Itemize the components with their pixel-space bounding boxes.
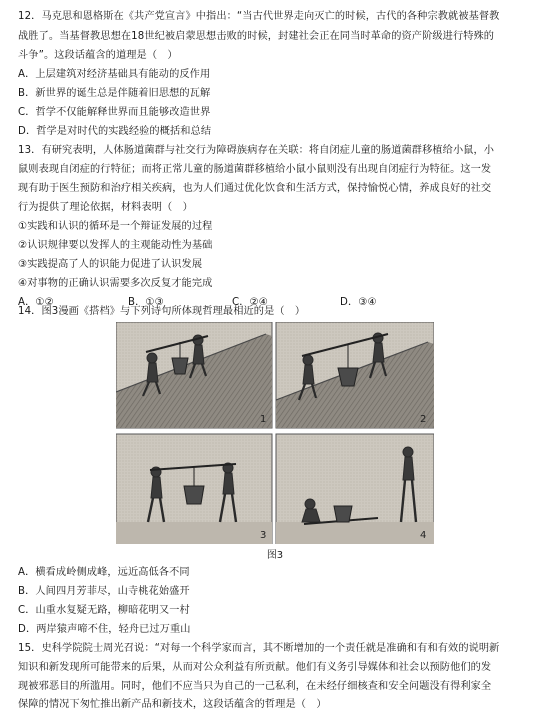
q15-stem-line-1: 15．史科学院院士周光召说：“对每一个科学家而言，其不断增加的一个责任就是准确和有和有效的说明新: [18, 643, 500, 654]
q13-stem-line-1: 13．有研究表明，人体肠道菌群与社交行为障碍族病存在关联：将自闭症儿童的肠道菌群移植给小鼠，小: [18, 145, 495, 156]
q13-stem-line-2: 鼠则表现自闭症的行特征；而将正常儿童的肠道菌群移植给小鼠小鼠则没有出现自闭症行为特征。这一发: [18, 164, 492, 175]
q13-choice-c: C．②④: [232, 297, 268, 308]
q15-stem-line-4: 保障的情况下匆忙推出新产品和新技术，这段话蕴含的哲理是（ ）: [18, 699, 327, 710]
q13-stem-line-3: 现有助于医生预防和治疗相关疾病，也为人们通过优化饮食和生活方式，保持愉悦心情，养成良好的社交: [18, 183, 492, 194]
q13-choice-d: D．③④: [340, 297, 377, 308]
q14-stem: 14．图3漫画《搭档》与下列诗句所体现哲理最相近的是（ ）: [18, 306, 306, 317]
cartoon-panel-2: [276, 322, 434, 428]
q14-option-d: D．两岸猿声啼不住，轻舟已过万重山: [18, 624, 191, 635]
q12-option-c: C．哲学不仅能解释世界而且能够改造世界: [18, 107, 211, 118]
q14-option-b: B．人间四月芳菲尽，山寺桃花始盛开: [18, 586, 190, 597]
q14-option-a: A．横看成岭侧成峰，远近高低各不同: [18, 567, 190, 578]
q13-choice-b: B．①③: [128, 297, 164, 308]
q12-stem-line-1: 12．马克思和恩格斯在《共产党宣言》中指出：“当古代世界走向灭亡的时候，古代的各种宗教就被基督教: [18, 11, 500, 22]
q13-item-2: ②认识规律要以发挥人的主观能动性为基础: [18, 240, 213, 251]
cartoon-panel-4: [276, 434, 434, 544]
q13-choice-a: A．①②: [18, 297, 54, 308]
panel-number-1: 1: [260, 414, 267, 425]
q12-stem-line-3: 斗争”。这段话蕴含的道理是（ ）: [18, 50, 178, 61]
q14-option-c: C．山重水复疑无路，柳暗花明又一村: [18, 605, 190, 616]
q12-stem-line-2: 战胜了。当基督教思想在18世纪被启蒙思想击败的时候，封建社会正在同当时革命的资产阶级进行特殊的: [18, 31, 495, 42]
q15-stem-line-3: 现被邪恶目的所滥用。同时，他们不应当只为自己的一己私利，在未经仔细核查和安全问题没有得利家全: [18, 681, 492, 692]
q12-option-a: A．上层建筑对经济基础具有能动的反作用: [18, 69, 211, 80]
cartoon-panel-3: [116, 434, 272, 544]
q13-item-3: ③实践提高了人的识能力促进了认识发展: [18, 259, 203, 270]
q13-item-4: ④对事物的正确认识需要多次反复才能完成: [18, 278, 213, 289]
q15-stem-line-2: 知识和新发现所可能带来的后果，从而对公众利益有所贡献。他们有义务引导媒体和社会以预防他们的发: [18, 662, 492, 673]
panel-number-2: 2: [420, 414, 427, 425]
q12-option-b: B．新世界的诞生总是伴随着旧思想的瓦解: [18, 88, 211, 99]
q13-item-1: ①实践和认识的循环是一个辩证发展的过程: [18, 221, 213, 232]
cartoon-svg: [116, 322, 434, 544]
figure-caption: 图3: [266, 550, 284, 561]
panel-number-4: 4: [420, 530, 427, 541]
cartoon-figure: [116, 322, 434, 544]
q12-option-d: D．哲学是对时代的实践经验的概括和总结: [18, 126, 212, 137]
q13-stem-line-4: 行为提供了理论依据，材料表明（ ）: [18, 202, 193, 213]
cartoon-panel-1: [116, 322, 272, 428]
panel-number-3: 3: [260, 530, 267, 541]
